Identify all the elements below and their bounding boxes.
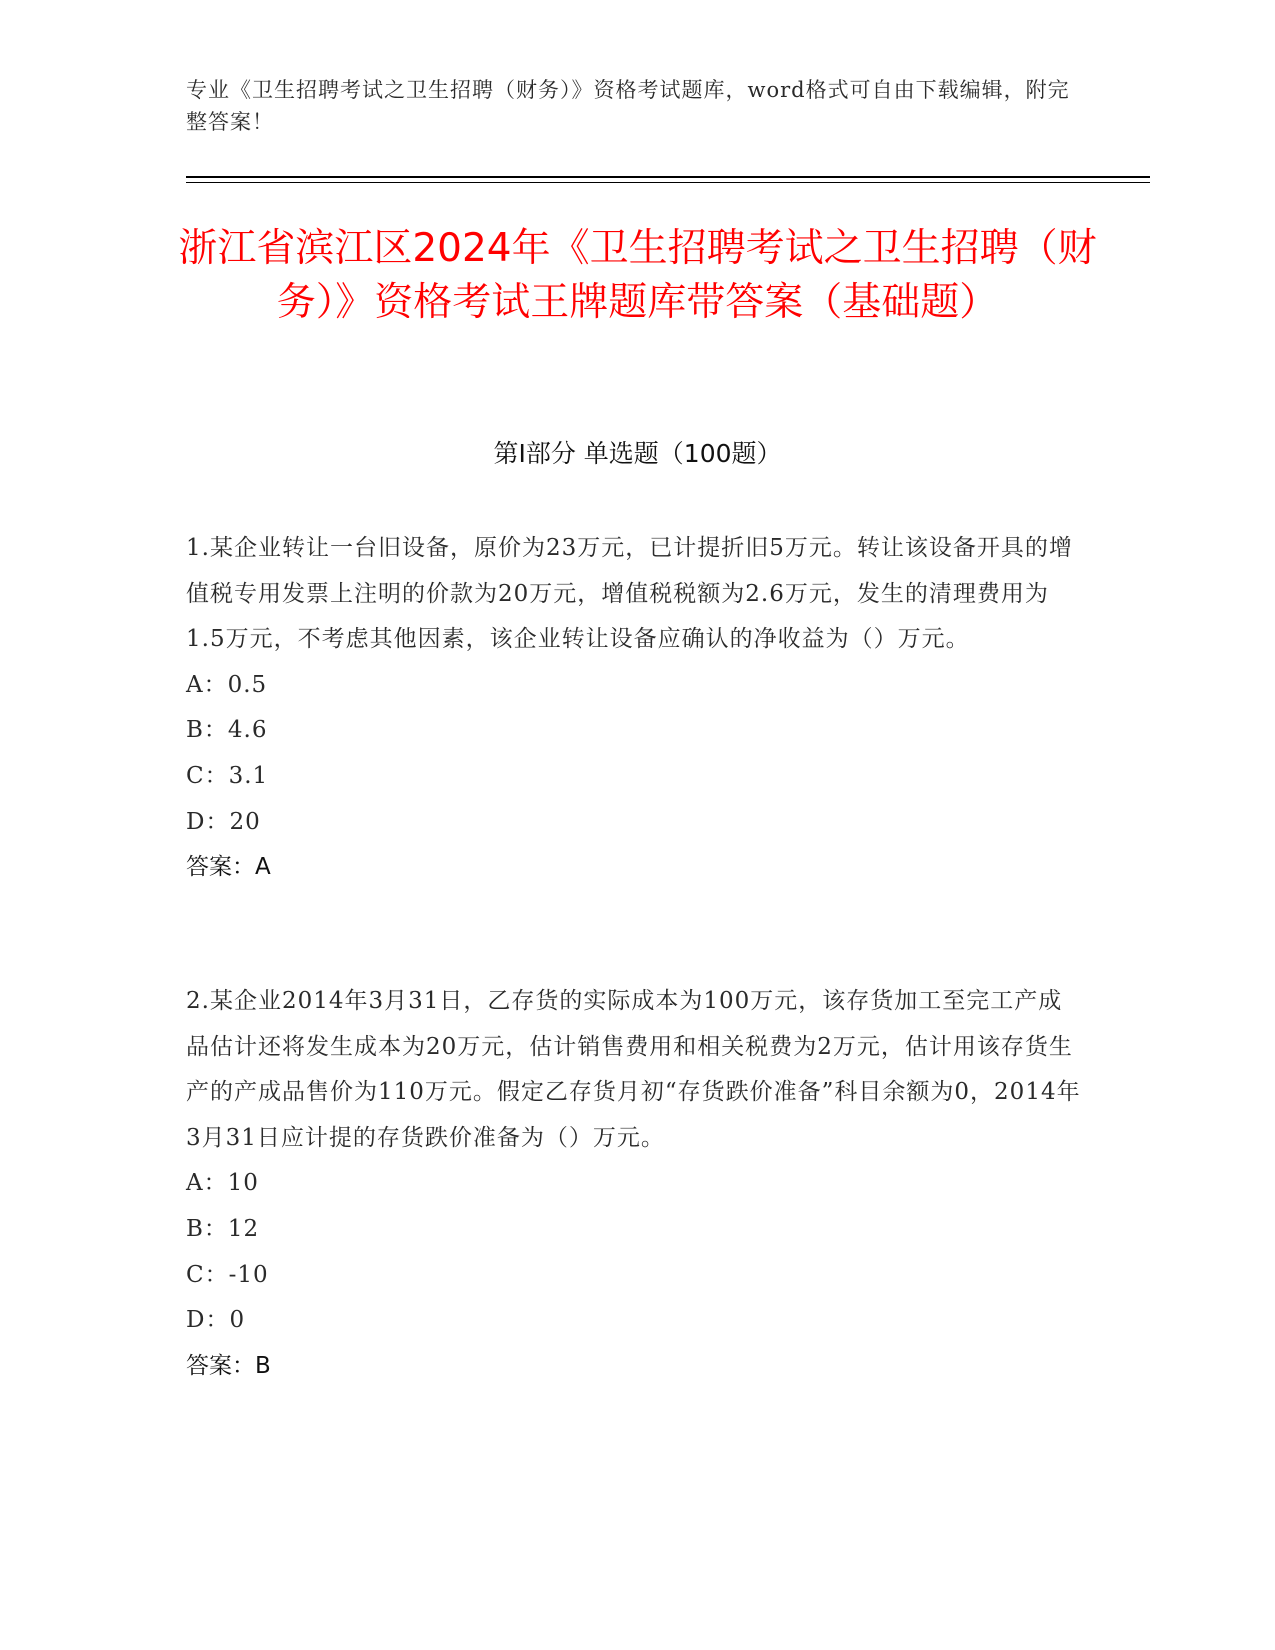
header-note: 专业《卫生招聘考试之卫生招聘（财务）》资格考试题库，word格式可自由下载编辑，附完整答案！ (186, 78, 1070, 134)
option-d: D：20 (186, 808, 261, 835)
question-stem: 1.某企业转让一台旧设备，原价为23万元，已计提折旧5万元。转让该设备开具的增值税专用发票上注明的价款为20万元，增值税税额为2.6万元，发生的清理费用为1.5万元，不考虑其他因素，该企业转让设备应确认的净收益为（）万元。 (186, 535, 1073, 653)
option-c: C：3.1 (186, 762, 269, 789)
option-d: D：0 (186, 1307, 246, 1334)
answer: 答案：B (186, 1352, 271, 1379)
section-heading: 第I部分 单选题（100题） (493, 439, 782, 468)
answer: 答案：A (186, 854, 271, 881)
option-c: C：-10 (186, 1261, 269, 1288)
document-title: 浙江省滨江区2024年《卫生招聘考试之卫生招聘（财务）》资格考试王牌题库带答案（基础题） (178, 226, 1097, 325)
option-b: B：4.6 (186, 717, 268, 744)
header-divider-thick (186, 176, 1150, 178)
question-stem: 2.某企业2014年3月31日，乙存货的实际成本为100万元，该存货加工至完工产成品估计还将发生成本为20万元，估计销售费用和相关税费为2万元，估计用该存货生产的产成品售价为110万元。假定乙存货月初“存货跌价准备”科目余额为0，2014年3月31日应计提的存货跌价准备为（）万元。 (186, 988, 1081, 1151)
option-a: A：10 (186, 1170, 259, 1197)
option-b: B：12 (186, 1215, 260, 1242)
option-a: A：0.5 (186, 671, 268, 698)
question-1 (186, 526, 1081, 891)
question-2 (186, 979, 1081, 1389)
header-divider-thin (186, 182, 1150, 183)
